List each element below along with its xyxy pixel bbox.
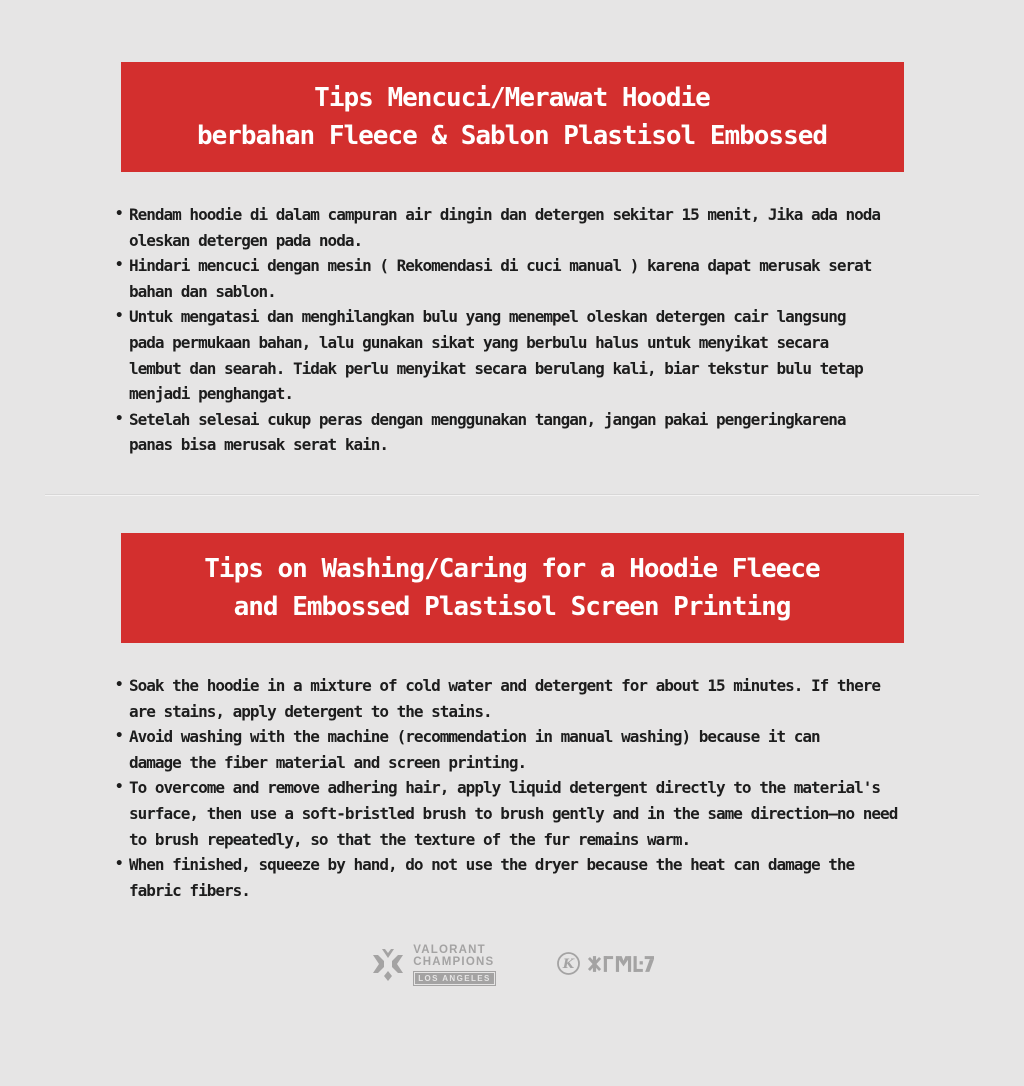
bullet-text-line: bahan dan sablon.	[129, 281, 276, 301]
banner-indonesian-line2: berbahan Fleece & Sablon Plastisol Embossed	[196, 121, 828, 151]
bullet-text-line: oleskan detergen pada noda.	[129, 230, 363, 250]
bullet-text-line: • Setelah selesai cukup peras dengan menggunakan tangan, jangan pakai pengeringkarena	[129, 409, 846, 429]
valorant-champions-logo	[370, 945, 495, 986]
valorant-champions-text	[413, 945, 495, 986]
valorant-champions-mark-icon	[370, 946, 406, 986]
bullet-text-line: menjadi penghangat.	[129, 384, 294, 404]
bullet-text-line: • To overcome and remove adhering hair, apply liquid detergent directly to the material's	[129, 778, 881, 798]
list-item	[115, 407, 909, 458]
bullet-text-line: fabric fibers.	[129, 880, 250, 900]
list-item	[115, 852, 909, 903]
svg-text:K: K	[562, 957, 574, 973]
bullet-text-line: are stains, apply detergent to the stains.	[129, 701, 492, 721]
hoodie-care-flyer	[0, 62, 1024, 1086]
list-item	[115, 724, 909, 775]
bullet-text-line: • Rendam hoodie di dalam campuran air dingin dan detergen sekitar 15 menit, Jika ada noda	[129, 205, 881, 224]
list-item	[115, 775, 909, 852]
list-item	[115, 673, 909, 724]
krml7-monogram-icon	[556, 951, 581, 980]
section-divider	[45, 494, 979, 496]
list-item	[115, 253, 909, 304]
bullet-text-line: • Untuk mengatasi dan menghilangkan bulu yang menempel oleskan detergen cair langsung	[129, 307, 846, 327]
bullet-list-english	[115, 673, 909, 903]
banner-english	[121, 533, 904, 643]
krml7-wordmark-icon	[588, 956, 654, 976]
bullet-text-line: • Avoid washing with the machine (recommendation in manual washing) because it can	[129, 727, 820, 747]
bullet-text-line: to brush repeatedly, so that the texture of the fur remains warm.	[129, 829, 691, 849]
krml7-logo	[556, 951, 654, 980]
bullet-text-line: lembut dan searah. Tidak perlu menyikat secara berulang kali, biar tekstur bulu tetap	[129, 358, 863, 378]
bullet-text-line: surface, then use a soft-bristled brush to brush gently and in the same direction—no need	[129, 803, 898, 823]
bullet-text-line: • Soak the hoodie in a mixture of cold water and detergent for about 15 minutes. If there	[129, 675, 881, 695]
bullet-text-line: panas bisa merusak serat kain.	[129, 435, 388, 455]
list-item	[115, 202, 909, 253]
banner-english-line2: and Embossed Plastisol Screen Printing	[233, 591, 791, 622]
banner-english-line1: Tips on Washing/Caring for a Hoodie Fleece	[204, 553, 820, 584]
bullet-text-line: • Hindari mencuci dengan mesin ( Rekomendasi di cuci manual ) karena dapat merusak serat	[129, 256, 872, 276]
los-angeles-badge: LOS ANGELES	[413, 971, 495, 986]
champions-label: CHAMPIONS	[413, 955, 495, 968]
footer-logos	[0, 945, 1024, 986]
bullet-text-line: pada permukaan bahan, lalu gunakan sikat yang berbulu halus untuk menyikat secara	[129, 332, 829, 352]
valorant-label: VALORANT	[413, 944, 486, 957]
bullet-text-line: • When finished, squeeze by hand, do not use the dryer because the heat can damage the	[129, 855, 855, 875]
bullet-text-line: damage the fiber material and screen printing.	[129, 752, 527, 772]
list-item	[115, 304, 909, 406]
banner-indonesian-line1: Tips Mencuci/Merawat Hoodie	[314, 83, 710, 113]
bullet-list-indonesian	[115, 202, 909, 458]
banner-indonesian	[121, 62, 904, 172]
